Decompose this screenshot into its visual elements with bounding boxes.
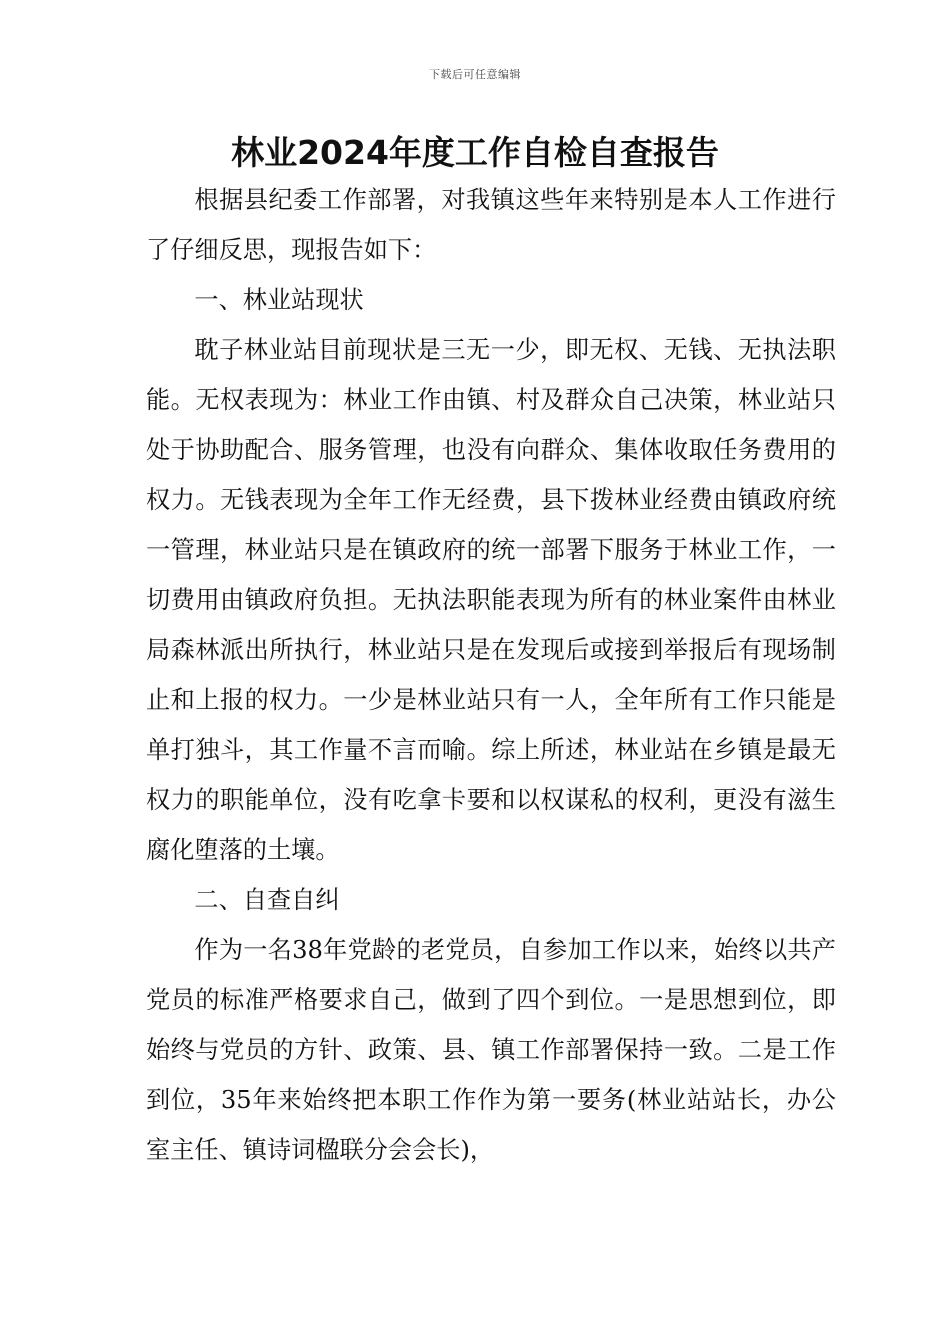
section-heading-1: 一、林业站现状	[194, 286, 364, 314]
section-2-paragraph: 作为一名38年党龄的老党员，自参加工作以来，始终以共产党员的标准严格要求自己，做到了四个到位。一是思想到位，即始终与党员的方针、政策、县、镇工作部署保持一致。二是工作到位，35年来始终把本职工作作为第一要务(林业站站长，办公室主任、镇诗词楹联分会会长)，	[146, 936, 836, 1164]
document-body	[146, 175, 836, 1175]
document-title: 林业2024年度工作自检自查报告	[231, 133, 719, 172]
header-note: 下载后可任意编辑	[429, 68, 521, 81]
section-1-paragraph: 耽子林业站目前现状是三无一少，即无权、无钱、无执法职能。无权表现为：林业工作由镇、村及群众自己决策，林业站只处于协助配合、服务管理，也没有向群众、集体收取任务费用的权力。无钱表现为全年工作无经费，县下拨林业经费由镇政府统一管理，林业站只是在镇政府的统一部署下服务于林业工作，一切费用由镇政府负担。无执法职能表现为所有的林业案件由林业局森林派出所执行，林业站只是在发现后或接到举报后有现场制止和上报的权力。一少是林业站只有一人，全年所有工作只能是单打独斗，其工作量不言而喻。综上所述，林业站在乡镇是最无权力的职能单位，没有吃拿卡要和以权谋私的权利，更没有滋生腐化堕落的土壤。	[146, 336, 836, 864]
intro-paragraph: 根据县纪委工作部署，对我镇这些年来特别是本人工作进行了仔细反思，现报告如下：	[146, 186, 836, 264]
section-heading-2: 二、自查自纠	[194, 886, 340, 914]
